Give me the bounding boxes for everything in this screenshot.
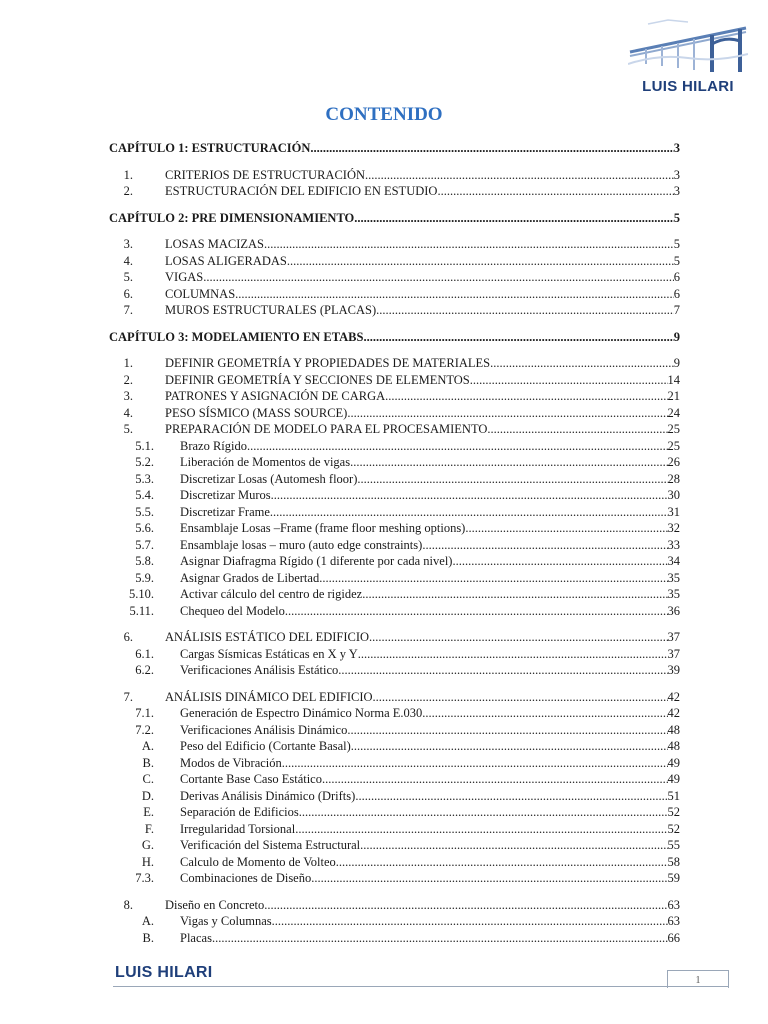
toc-entry-number: 1. <box>123 167 133 182</box>
toc-entry-page: 48 <box>667 739 680 753</box>
toc-entry[interactable] <box>109 870 680 887</box>
toc-entry[interactable] <box>109 372 680 389</box>
toc-leader-dots <box>295 821 667 838</box>
toc-entry[interactable] <box>109 471 680 488</box>
toc-entry-title: Generación de Espectro Dinámico Norma E.030 <box>180 706 423 720</box>
toc-entry-title: Ensamblaje losas – muro (auto edge constraints) <box>180 537 423 552</box>
toc-entry-page: 25 <box>667 438 680 453</box>
toc-entry-title: Irregularidad Torsional <box>180 821 296 836</box>
toc-entry-title: ANÁLISIS DINÁMICO DEL EDIFICIO <box>165 689 373 704</box>
toc-entry[interactable] <box>109 771 680 788</box>
toc-entry-number: 7.1. <box>135 706 154 720</box>
toc-entry-page: 59 <box>667 871 680 885</box>
toc-leader-dots <box>338 662 667 679</box>
toc-entry-number: 8. <box>123 897 133 912</box>
toc-entry-number: 5.10. <box>129 587 154 601</box>
toc-spacer <box>109 679 680 689</box>
toc-spacer <box>109 887 680 897</box>
toc-entry-title: Discretizar Muros <box>180 488 271 502</box>
toc-chapter[interactable] <box>109 210 680 227</box>
toc-entry-title: COLUMNAS <box>165 286 236 301</box>
toc-entry-title: LOSAS ALIGERADAS <box>165 253 287 268</box>
toc-entry-title: Cargas Sísmicas Estáticas en X y Y <box>180 646 358 661</box>
toc-entry-page: 36 <box>667 603 680 618</box>
toc-entry-page: 58 <box>667 854 680 869</box>
toc-chapter[interactable] <box>109 140 680 157</box>
toc-entry[interactable] <box>109 689 680 706</box>
toc-entry-title: Separación de Edificios <box>180 805 299 819</box>
toc-entry-title: Derivas Análisis Dinámico (Drifts) <box>180 788 356 803</box>
toc-entry-page: 52 <box>667 805 680 819</box>
toc-entry-number: 5.1. <box>135 438 154 453</box>
toc-entry-page: 32 <box>667 521 680 535</box>
toc-entry-number: 3. <box>123 389 133 403</box>
toc-leader-dots <box>272 913 668 930</box>
toc-leader-dots <box>452 553 667 570</box>
toc-entry-number: 6. <box>123 630 133 644</box>
toc-leader-dots <box>422 705 667 722</box>
toc-entry-page: 63 <box>667 914 680 928</box>
toc-leader-dots <box>376 302 674 319</box>
toc-entry-page: 25 <box>667 422 680 436</box>
toc-entry-title: CAPÍTULO 2: PRE DIMENSIONAMIENTO <box>109 210 355 225</box>
toc-entry-page: 6 <box>673 270 680 284</box>
toc-entry-number: 3. <box>123 237 133 251</box>
toc-entry-title: Vigas y Columnas <box>180 914 272 928</box>
toc-leader-dots <box>310 140 673 157</box>
toc-entry-page: 42 <box>667 689 680 704</box>
toc-entry[interactable] <box>109 421 680 438</box>
toc-leader-dots <box>264 897 667 914</box>
toc-leader-dots <box>299 804 668 821</box>
toc-leader-dots <box>360 837 667 854</box>
toc-entry-number: 5.7. <box>135 537 154 552</box>
toc-leader-dots <box>354 210 673 227</box>
toc-entry-title: Chequeo del Modelo <box>180 603 285 618</box>
toc-entry-number: B. <box>142 930 154 945</box>
toc-entry-page: 5 <box>673 237 680 251</box>
toc-entry-title: Diseño en Concreto <box>165 897 265 912</box>
toc-entry-number: H. <box>141 854 154 869</box>
toc-entry-page: 49 <box>667 772 680 786</box>
toc-entry-number: 4. <box>123 253 133 268</box>
toc-entry-page: 24 <box>667 405 680 420</box>
toc-entry-number: D. <box>141 788 154 803</box>
toc-leader-dots <box>437 183 673 200</box>
toc-entry-page: 3 <box>673 167 680 182</box>
toc-entry-page: 37 <box>667 646 680 661</box>
toc-entry-title: Verificaciones Análisis Dinámico <box>180 722 348 737</box>
toc-entry-number: C. <box>142 772 154 786</box>
toc-leader-dots <box>235 286 674 303</box>
toc-leader-dots <box>487 421 667 438</box>
toc-entry-number: 5.8. <box>135 554 154 568</box>
toc-entry-number: 6.1. <box>135 646 154 661</box>
toc-entry-number: 7. <box>123 303 133 317</box>
toc-entry-title: Asignar Diafragma Rígido (1 diferente por cada nivel) <box>180 554 453 568</box>
toc-entry-number: 7.2. <box>135 722 154 737</box>
toc-entry-page: 35 <box>667 570 680 585</box>
toc-entry-number: 1. <box>123 356 133 370</box>
toc-leader-dots <box>422 537 667 554</box>
toc-entry-title: Modos de Vibración <box>180 755 282 770</box>
toc-entry-title: Ensamblaje Losas –Frame (frame floor meshing options) <box>180 521 466 535</box>
toc-entry[interactable] <box>109 586 680 603</box>
toc-leader-dots <box>490 355 674 372</box>
toc-entry-page: 28 <box>667 471 680 486</box>
toc-leader-dots <box>322 771 668 788</box>
toc-leader-dots <box>365 167 674 184</box>
toc-entry[interactable] <box>109 355 680 372</box>
toc-entry-title: DEFINIR GEOMETRÍA Y SECCIONES DE ELEMENTOS <box>165 372 470 387</box>
toc-leader-dots <box>319 570 667 587</box>
toc-leader-dots <box>270 504 668 521</box>
toc-entry-page: 5 <box>673 253 680 268</box>
toc-leader-dots <box>347 405 667 422</box>
toc-entry-title: Discretizar Frame <box>180 504 270 519</box>
toc-entry[interactable] <box>109 553 680 570</box>
toc-leader-dots <box>282 755 668 772</box>
toc-entry[interactable] <box>109 629 680 646</box>
toc-entry-number: 5.11. <box>129 603 154 618</box>
toc-entry[interactable] <box>109 504 680 521</box>
toc-entry[interactable] <box>109 253 680 270</box>
toc-entry-page: 37 <box>667 630 680 644</box>
toc-entry-page: 21 <box>667 389 680 403</box>
toc-entry[interactable] <box>109 454 680 471</box>
toc-entry-number: 2. <box>123 184 133 198</box>
toc-entry-number: 4. <box>123 405 133 420</box>
toc-entry-number: G. <box>141 838 154 852</box>
toc-entry-page: 34 <box>667 554 680 568</box>
toc-entry[interactable] <box>109 913 680 930</box>
toc-entry[interactable] <box>109 788 680 805</box>
toc-entry[interactable] <box>109 705 680 722</box>
toc-entry[interactable] <box>109 837 680 854</box>
toc-entry-number: A. <box>141 914 154 928</box>
toc-entry[interactable] <box>109 438 680 455</box>
toc-entry-title: ESTRUCTURACIÓN DEL EDIFICIO EN ESTUDIO <box>165 184 438 198</box>
toc-entry-number: 7.3. <box>135 871 154 885</box>
toc-entry-page: 49 <box>667 755 680 770</box>
toc-entry-title: PATRONES Y ASIGNACIÓN DE CARGA <box>165 389 386 403</box>
toc-entry-title: CAPÍTULO 3: MODELAMIENTO EN ETABS <box>109 329 364 344</box>
toc-leader-dots <box>271 487 668 504</box>
toc-leader-dots <box>358 646 668 663</box>
toc-leader-dots <box>285 603 668 620</box>
toc-entry-page: 52 <box>667 821 680 836</box>
toc-entry-title: Placas <box>180 930 212 945</box>
toc-entry-number: 7. <box>123 689 133 704</box>
toc-entry-number: 2. <box>123 372 133 387</box>
toc-entry-title: LOSAS MACIZAS <box>165 237 264 251</box>
toc-entry[interactable] <box>109 755 680 772</box>
toc-entry-number: E. <box>143 805 154 819</box>
toc-entry-title: PREPARACIÓN DE MODELO PARA EL PROCESAMIENTO <box>165 422 488 436</box>
toc-entry-number: 5.9. <box>135 570 154 585</box>
toc-leader-dots <box>287 253 674 270</box>
toc-leader-dots <box>355 788 667 805</box>
toc-entry-page: 30 <box>667 488 680 502</box>
toc-entry-number: 5.5. <box>135 504 154 519</box>
toc-leader-dots <box>362 586 667 603</box>
toc-entry-title: Verificación del Sistema Estructural <box>180 838 361 852</box>
toc-leader-dots <box>264 236 674 253</box>
toc-entry-title: PESO SÍSMICO (MASS SOURCE) <box>165 405 348 420</box>
brand-name: LUIS HILARI <box>642 78 734 95</box>
toc-entry[interactable] <box>109 167 680 184</box>
toc-entry-page: 6 <box>673 286 680 301</box>
toc-entry[interactable] <box>109 286 680 303</box>
toc-entry[interactable] <box>109 662 680 679</box>
toc-entry-number: 5.4. <box>135 488 154 502</box>
toc-entry[interactable] <box>109 388 680 405</box>
toc-leader-dots <box>363 329 673 346</box>
page-number: 1 <box>667 970 729 988</box>
toc-entry-title: Discretizar Losas (Automesh floor) <box>180 471 358 486</box>
toc-entry-page: 9 <box>673 356 680 370</box>
toc-entry-page: 3 <box>673 141 680 155</box>
footer-brand: LUIS HILARI <box>115 964 213 981</box>
toc-leader-dots <box>336 854 668 871</box>
toc-entry[interactable] <box>109 269 680 286</box>
table-of-contents <box>109 140 680 946</box>
toc-entry-number: A. <box>141 739 154 753</box>
toc-entry-number: F. <box>144 821 154 836</box>
toc-leader-dots <box>350 454 667 471</box>
toc-entry-page: 39 <box>667 663 680 677</box>
toc-entry-page: 26 <box>667 455 680 469</box>
toc-leader-dots <box>212 930 668 947</box>
toc-entry-page: 66 <box>667 930 680 945</box>
toc-entry[interactable] <box>109 537 680 554</box>
toc-leader-dots <box>311 870 667 887</box>
toc-entry-title: Asignar Grados de Libertad <box>180 570 320 585</box>
toc-entry-title: DEFINIR GEOMETRÍA Y PROPIEDADES DE MATERIALES <box>165 356 491 370</box>
toc-entry[interactable] <box>109 930 680 947</box>
toc-entry-number: 6. <box>123 286 133 301</box>
toc-leader-dots <box>465 520 667 537</box>
toc-entry[interactable] <box>109 236 680 253</box>
toc-entry[interactable] <box>109 603 680 620</box>
toc-entry-title: CRITERIOS DE ESTRUCTURACIÓN <box>165 167 366 182</box>
toc-entry-page: 33 <box>667 537 680 552</box>
toc-entry-page: 48 <box>667 722 680 737</box>
toc-entry[interactable] <box>109 570 680 587</box>
toc-entry-number: 5. <box>123 422 133 436</box>
page-title: CONTENIDO <box>325 104 443 125</box>
bridge-icon <box>628 14 748 76</box>
toc-entry-title: VIGAS <box>165 270 204 284</box>
toc-entry-title: CAPÍTULO 1: ESTRUCTURACIÓN <box>109 141 311 155</box>
toc-entry[interactable] <box>109 821 680 838</box>
toc-entry-page: 63 <box>667 897 680 912</box>
toc-entry-title: Liberación de Momentos de vigas <box>180 455 351 469</box>
toc-entry-page: 55 <box>667 838 680 852</box>
toc-entry[interactable] <box>109 405 680 422</box>
toc-leader-dots <box>351 738 668 755</box>
toc-entry-number: 5.6. <box>135 521 154 535</box>
toc-leader-dots <box>247 438 667 455</box>
toc-entry[interactable] <box>109 722 680 739</box>
toc-entry-page: 3 <box>673 184 680 198</box>
toc-entry[interactable] <box>109 646 680 663</box>
toc-entry-title: Calculo de Momento de Volteo <box>180 854 336 869</box>
toc-entry-page: 5 <box>673 210 680 225</box>
toc-leader-dots <box>373 689 668 706</box>
toc-leader-dots <box>470 372 668 389</box>
toc-leader-dots <box>347 722 667 739</box>
toc-entry-page: 9 <box>673 329 680 344</box>
toc-entry[interactable] <box>109 897 680 914</box>
toc-entry-title: Verificaciones Análisis Estático <box>180 663 339 677</box>
toc-entry-page: 31 <box>667 504 680 519</box>
toc-entry-page: 7 <box>673 303 680 317</box>
toc-entry-number: 5.2. <box>135 455 154 469</box>
toc-leader-dots <box>385 388 667 405</box>
toc-entry-number: B. <box>142 755 154 770</box>
toc-entry[interactable] <box>109 738 680 755</box>
toc-leader-dots <box>369 629 667 646</box>
toc-entry-number: 5. <box>123 270 133 284</box>
brand-logo <box>628 14 748 98</box>
toc-leader-dots <box>357 471 667 488</box>
toc-leader-dots <box>203 269 674 286</box>
toc-entry-page: 42 <box>667 706 680 720</box>
toc-entry-title: Brazo Rígido <box>180 438 248 453</box>
toc-entry-title: Activar cálculo del centro de rigidez <box>180 587 363 601</box>
toc-entry-number: 6.2. <box>135 663 154 677</box>
toc-chapter[interactable] <box>109 329 680 346</box>
toc-entry[interactable] <box>109 520 680 537</box>
toc-entry[interactable] <box>109 804 680 821</box>
footer-divider <box>113 986 728 987</box>
toc-entry-title: Combinaciones de Diseño <box>180 871 312 885</box>
toc-entry-title: MUROS ESTRUCTURALES (PLACAS) <box>165 303 377 317</box>
toc-entry[interactable] <box>109 487 680 504</box>
toc-entry-title: Cortante Base Caso Estático <box>180 772 322 786</box>
toc-entry-page: 14 <box>667 372 680 387</box>
toc-entry-page: 51 <box>667 788 680 803</box>
toc-entry[interactable] <box>109 183 680 200</box>
toc-entry-title: ANÁLISIS ESTÁTICO DEL EDIFICIO <box>165 630 370 644</box>
toc-entry[interactable] <box>109 854 680 871</box>
toc-entry-title: Peso del Edificio (Cortante Basal) <box>180 739 351 753</box>
toc-entry[interactable] <box>109 302 680 319</box>
toc-spacer <box>109 619 680 629</box>
toc-entry-page: 35 <box>667 587 680 601</box>
toc-entry-number: 5.3. <box>135 471 154 486</box>
